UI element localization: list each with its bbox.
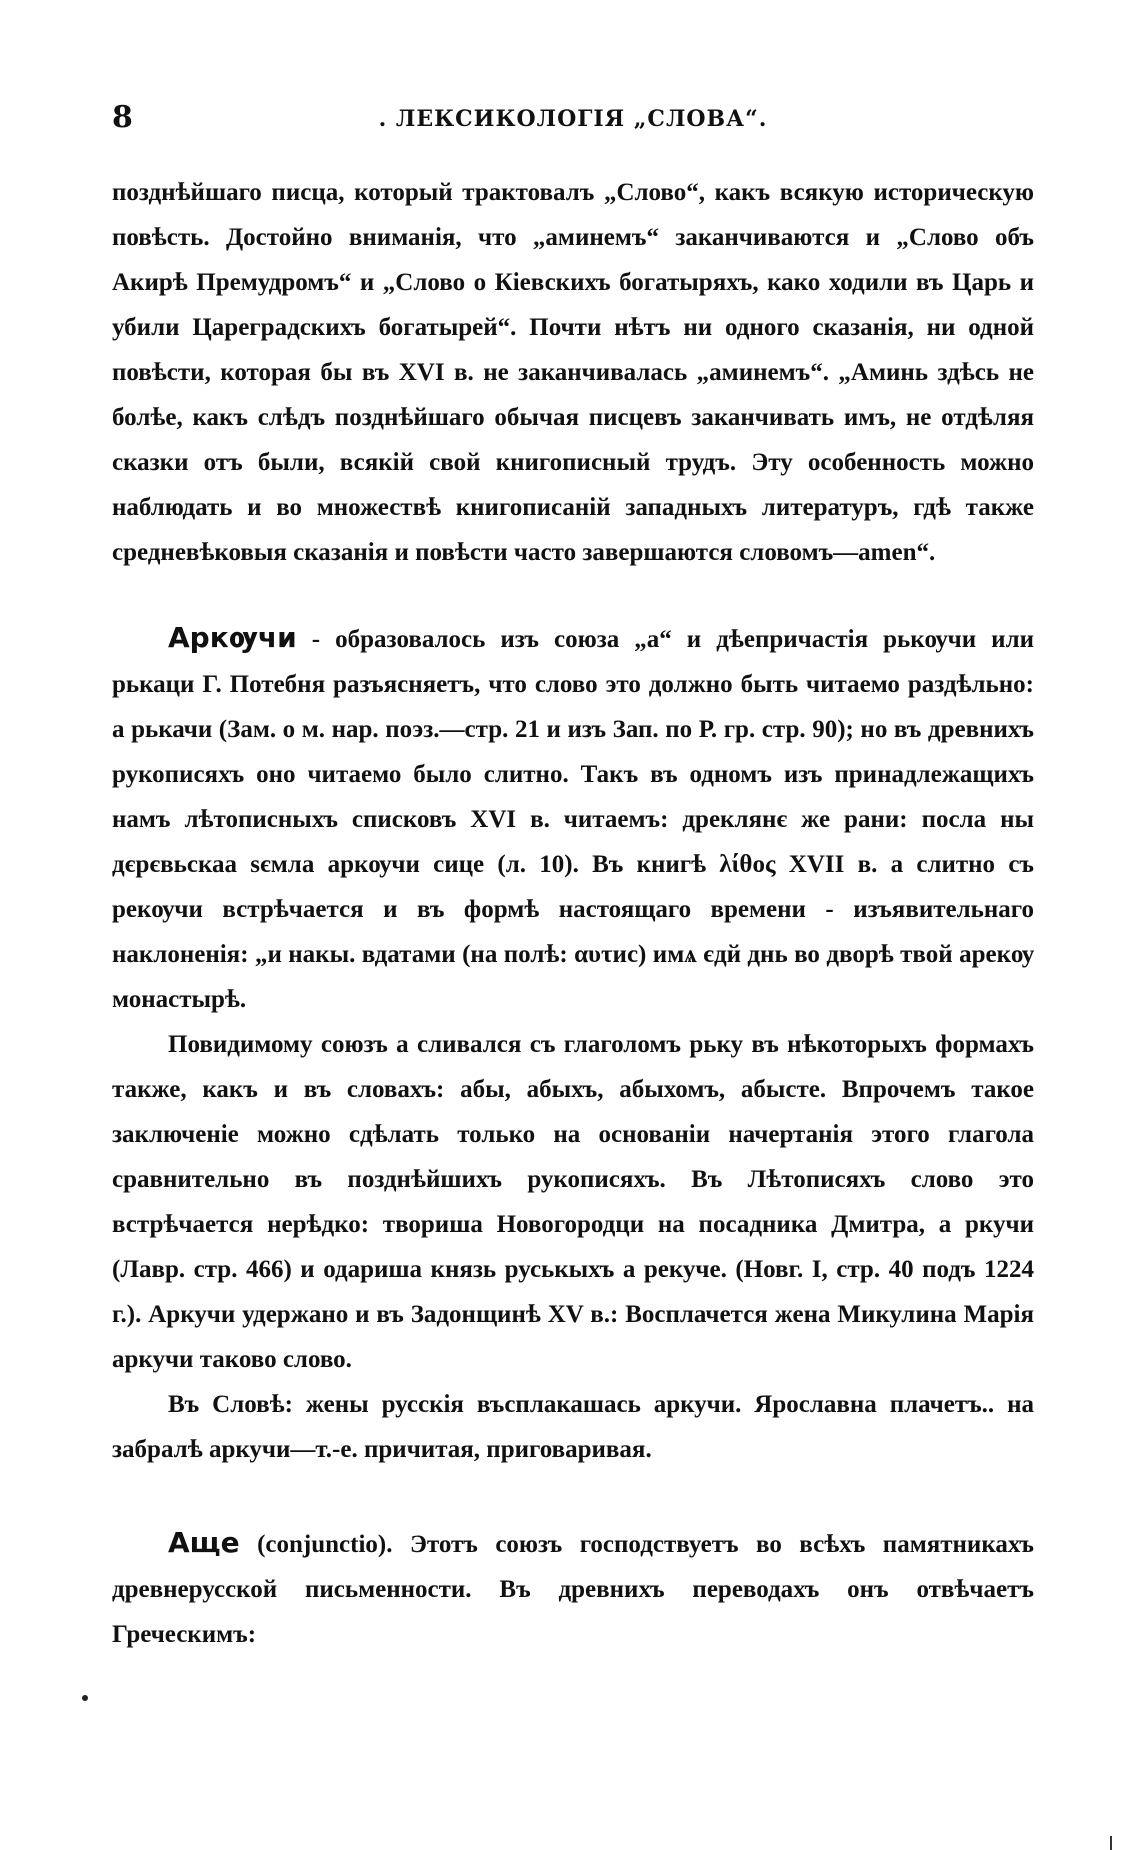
page-number: 8 [112,100,133,135]
paragraph-2-text: - образовалось изъ союза „а“ и дѣепричастія рькѹчи или рькаци Г. Потебня разъясняетъ, что слово это должно быть читаемо раздѣльно: а рькачи (Зам. о м. нар. поэз.—стр. 21 и изъ Зап. по Р. гр. стр. 90); но въ древнихъ рукописяхъ оно читаемо было слитно. Такъ въ одномъ изъ принадлежащихъ намъ лѣтописныхъ списковъ XVI в. читаемъ: дреклянє же рани: посла ны дєрєвьскаа ѕємла аркѹчи сице (л. 10). Въ книгѣ λίθος XVII в. а слитно съ рекѹчи встрѣчается и въ формѣ настоящаго времени - изъявительнаго наклоненія: „и накы. вдатами (на полѣ: αυτис) имѧ єдй днь во дворѣ твой арекѹ монастырѣ. [112,626,1034,1013]
paragraph-5-text: (conjunctio). Этотъ союзъ господствуетъ во всѣхъ памятникахъ древнерусской письменности. Въ древнихъ переводахъ онъ отвѣчаетъ Греческимъ: [112,1531,1034,1648]
paragraph-2 [112,615,1034,1022]
lemma-arkuchi: Аркѹчи [168,621,297,654]
page-header [112,100,1034,140]
lemma-ashche: Аще [168,1526,240,1559]
paragraph-3: Повидимому союзъ а сливался съ глаголомъ рьку въ нѣкоторыхъ формахъ также, какъ и въ словахъ: абы, абыхъ, абыхомъ, абысте. Впрочемъ такое заключеніе можно сдѣлать только на основаніи начертанія этого глагола сравнительно въ позднѣйшихъ рукописяхъ. Въ Лѣтописяхъ слово это встрѣчается нерѣдко: твориша Новогородци на посадника Дмитра, а ркучи (Лавр. стр. 466) и одариша князь руськыхъ а рекуче. (Новг. I, стр. 40 подъ 1224 г.). Аркучи удержано и въ Задонщинѣ XV в.: Восплачется жена Микулина Марія аркучи таково слово. [112,1031,1034,1373]
running-title: . ЛЕКСИКОЛОГІЯ „СЛОВА“. [378,106,768,132]
margin-dot [82,1695,88,1701]
paragraph-4: Въ Словѣ: жены русскія въсплакашась аркучи. Ярославна плачетъ.. на забралѣ аркучи—т.-е. причитая, приговаривая. [112,1391,1034,1463]
edge-mark [1110,1836,1112,1850]
paragraph-5 [112,1520,1034,1657]
body-text [112,170,1034,1657]
paragraph-1: позднѣйшаго писца, который трактовалъ „Слово“, какъ всякую историческую повѣсть. Достойно вниманія, что „аминемъ“ заканчиваются и „Слово объ Акирѣ Премудромъ“ и „Слово о Кіевскихъ богатыряхъ, како ходили въ Царь и убили Цареградскихъ богатырей“. Почти нѣтъ ни одного сказанія, ни одной повѣсти, которая бы въ XVI в. не заканчивалась „аминемъ“. „Аминь здѣсь не болѣе, какъ слѣдъ позднѣйшаго обычая писцевъ заканчивать имъ, не отдѣляя сказки отъ были, всякій свой книгописный трудъ. Эту особенность можно наблюдать и во множествѣ книгописаній западныхъ литературъ, гдѣ также средневѣковыя сказанія и повѣсти часто завершаются словомъ—amen“. [112,179,1034,566]
